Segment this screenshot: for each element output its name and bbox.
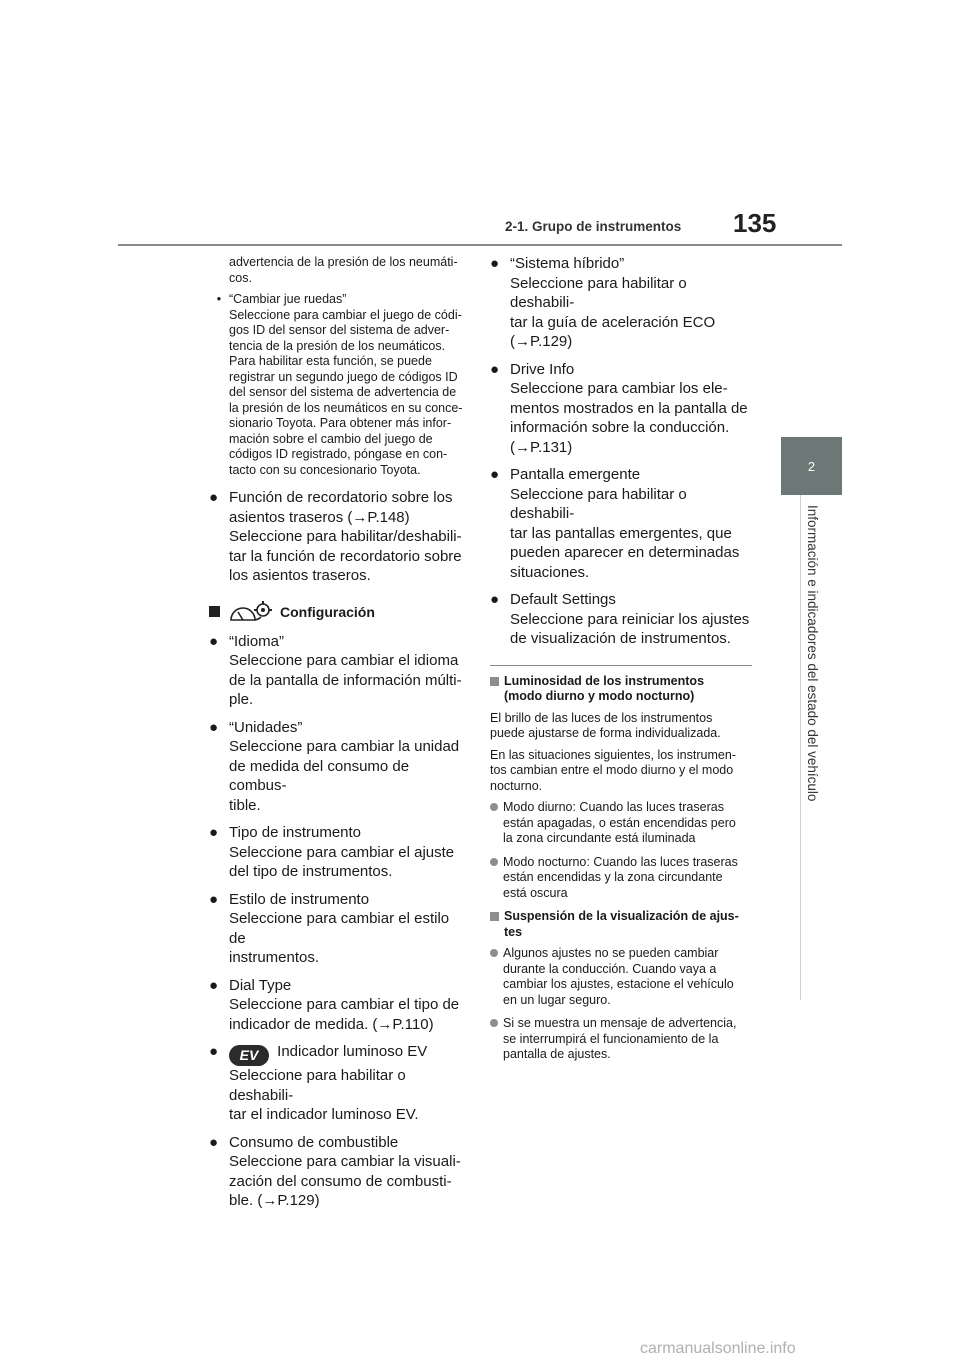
note-bullet xyxy=(490,800,752,847)
watermark: carmanualsonline.info xyxy=(640,1340,796,1357)
note-heading-brightness xyxy=(490,674,752,705)
note-dot-icon xyxy=(490,949,498,957)
note-bullet-text: Modo diurno: Cuando las luces traseras están apagadas, o están encendidas pero la zona circundante está iluminada xyxy=(503,800,736,845)
bullet-icon: ● xyxy=(209,824,219,841)
list-item xyxy=(209,823,467,882)
item-text: Indicador luminoso EV Seleccione para habilitar o deshabili- tar el indicador luminoso EV. xyxy=(229,1043,428,1123)
bullet-icon: ● xyxy=(209,1133,219,1151)
item-text: Pantalla emergente Seleccione para habilitar o deshabili- tar las pantallas emergentes, que pueden aparecer en determinadas situaciones. xyxy=(510,466,740,581)
chapter-number: 2 xyxy=(807,458,816,474)
bullet-icon: ● xyxy=(209,976,219,994)
note-heading-text: Suspensión de la visualización de ajus- tes xyxy=(504,909,739,939)
note-bullet xyxy=(490,855,752,902)
item-text: Tipo de instrumento Seleccione para cambiar el ajuste del tipo de instrumentos. xyxy=(229,824,455,880)
bullet-icon: ● xyxy=(490,255,500,272)
item-text: “Idioma” Seleccione para cambiar el idioma de la pantalla de información múlti- ple. xyxy=(229,632,462,708)
note-heading-suspension xyxy=(490,909,752,940)
bullet-icon: ● xyxy=(209,890,219,908)
note-bullet-text: Algunos ajustes no se pueden cambiar durante la conducción. Cuando vaya a cambiar los ajustes, estacione el vehículo en un lugar seguro. xyxy=(503,946,734,1007)
list-item-rear-seat xyxy=(209,488,467,586)
item-text: Estilo de instrumento Seleccione para cambiar el estilo de instrumentos. xyxy=(229,890,450,966)
note-paragraph: El brillo de las luces de los instrumentos puede ajustarse de forma individualizada. xyxy=(490,710,721,740)
list-item xyxy=(209,718,467,816)
continued-text: advertencia de la presión de los neumáti- cos. xyxy=(229,255,458,285)
header-section-title: 2-1. Grupo de instrumentos xyxy=(505,219,682,234)
list-item xyxy=(209,890,467,968)
item-text: “Unidades” Seleccione para cambiar la unidad de medida del consumo de combus- tible. xyxy=(229,718,460,814)
note-square-icon xyxy=(490,912,499,921)
item-text: “Sistema híbrido” Seleccione para habilitar o deshabili- tar la guía de aceleración ECO (→P.129) xyxy=(510,255,716,350)
note-bullet-text: Modo nocturno: Cuando las luces traseras están encendidas y la zona circundante está oscura xyxy=(503,854,738,900)
note-bullet-text: Si se muestra un mensaje de advertencia, se interrumpirá el funcionamiento de la pantalla de ajustes. xyxy=(503,1016,737,1061)
list-item xyxy=(490,465,752,582)
notes-divider xyxy=(490,665,752,666)
chapter-title: Información e indicadores del estado del vehículo xyxy=(805,505,820,802)
settings-gauge-icon xyxy=(228,600,274,624)
section-square-icon xyxy=(209,606,220,617)
ev-indicator-icon: EV xyxy=(229,1045,269,1066)
bullet-marker: • xyxy=(216,292,222,306)
bullet-icon: ● xyxy=(209,632,219,650)
bullet-icon: ● xyxy=(490,360,500,378)
right-column xyxy=(490,254,752,1071)
sub-list-item xyxy=(209,292,467,478)
list-item-fuel xyxy=(209,1133,467,1211)
note-paragraph: En las situaciones siguientes, los instrumen- tos cambian entre el modo diurno y el modo nocturno. xyxy=(490,747,736,793)
note-bullet xyxy=(490,946,752,1008)
item-text: Default Settings Seleccione para reiniciar los ajustes de visualización de instrumentos. xyxy=(510,591,750,647)
bullet-icon: ● xyxy=(490,466,500,483)
item-text: Función de recordatorio sobre los asientos traseros (→P.148) Seleccione para habilitar/deshabili- tar la función de recordatorio sobre los asientos traseros. xyxy=(229,489,462,584)
note-square-icon xyxy=(490,677,499,686)
header-divider xyxy=(118,244,842,246)
item-text: Drive Info Seleccione para cambiar los ele- mentos mostrados en la pantalla de información sobre la conducción. (→P.131) xyxy=(510,360,748,456)
bullet-icon: ● xyxy=(490,591,500,608)
tab-divider xyxy=(800,495,801,1000)
item-text: Dial Type Seleccione para cambiar el tipo de indicador de medida. (→P.110) xyxy=(229,976,460,1033)
note-dot-icon xyxy=(490,1019,498,1027)
list-item xyxy=(490,254,752,352)
list-item xyxy=(209,632,467,710)
section-title: Configuración xyxy=(280,603,375,620)
bullet-icon: ● xyxy=(209,489,219,506)
note-dot-icon xyxy=(490,803,498,811)
note-heading-text: Luminosidad de los instrumentos (modo diurno y modo nocturno) xyxy=(504,673,705,703)
list-item xyxy=(490,360,752,458)
left-column xyxy=(209,255,467,1219)
section-heading-settings xyxy=(209,600,467,624)
item-text: Consumo de combustible Seleccione para cambiar la visuali- zación del consumo de combusti- ble. (→P.129) xyxy=(229,1133,461,1209)
list-item-ev xyxy=(209,1042,467,1125)
sub-item-text: “Cambiar jue ruedas” Seleccione para cambiar el juego de códi- gos ID del sensor del sistema de adver- tencia de la presión de los neumáticos. Para habilitar esta función, se puede registrar un segundo juego de códigos ID del sensor del sistema de advertencia de la presión de los neumáticos en su conce- sionario Toyota. Para obtener más infor- mación sobre el cambio del juego de códigos ID registrado, póngase en con- tacto con su concesionario Toyota. xyxy=(229,292,463,477)
bullet-icon: ● xyxy=(209,718,219,736)
list-item xyxy=(209,976,467,1035)
page-number: 135 xyxy=(733,208,777,238)
note-dot-icon xyxy=(490,858,498,866)
note-bullet xyxy=(490,1016,752,1063)
list-item xyxy=(490,590,752,649)
bullet-icon: ● xyxy=(209,1043,219,1060)
chapter-tab[interactable] xyxy=(781,437,842,495)
